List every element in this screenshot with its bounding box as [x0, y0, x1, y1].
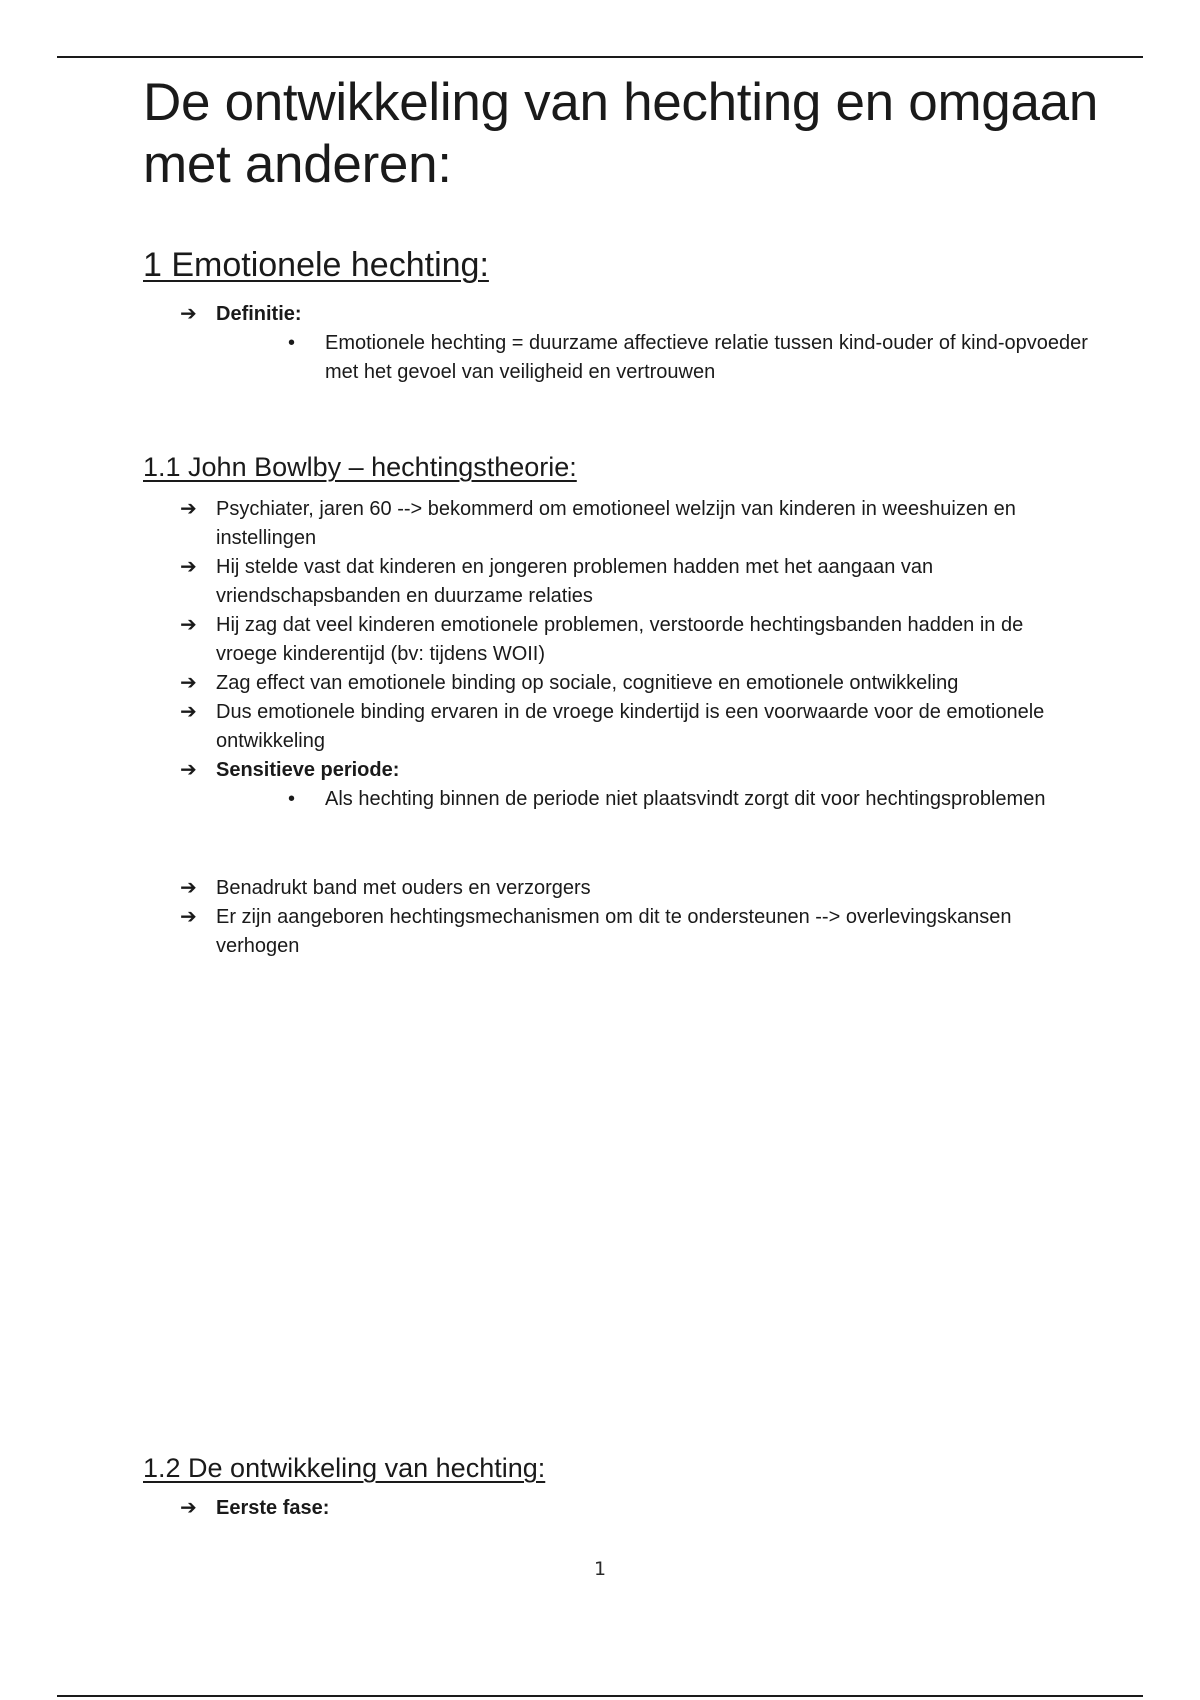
sensitive-period-label: Sensitieve periode:: [216, 759, 400, 781]
list-item: [180, 495, 1080, 553]
section-1-1-heading: 1.1 John Bowlby – hechtingstheorie:: [143, 452, 577, 482]
list-item-text: Zag effect van emotionele binding op sociale, cognitieve en emotionele ontwikkeling: [216, 672, 959, 694]
list-item-text: Psychiater, jaren 60 --> bekommerd om emotioneel welzijn van kinderen in weeshuizen en instellingen: [216, 498, 1016, 549]
list-item: [180, 553, 1080, 611]
definition-label: Definitie:: [216, 303, 302, 325]
bowlby-list-continued: [180, 874, 1080, 961]
list-item-text: Hij zag dat veel kinderen emotionele problemen, verstoorde hechtingsbanden hadden in de vroege kinderentijd (bv: tijdens WOII): [216, 614, 1024, 665]
list-item: [180, 300, 1088, 387]
list-item-text: Dus emotionele binding ervaren in de vroege kindertijd is een voorwaarde voor de emotionele ontwikkeling: [216, 701, 1045, 752]
arrow-icon: ➔: [180, 1497, 197, 1519]
bowlby-list: [180, 495, 1080, 814]
arrow-icon: ➔: [180, 498, 197, 520]
sensitive-sublist: [216, 785, 1080, 814]
list-item-text: Hij stelde vast dat kinderen en jongeren problemen hadden met het aangaan van vriendschapsbanden en duurzame relaties: [216, 556, 934, 607]
document-title: De ontwikkeling van hechting en omgaan met anderen:: [143, 73, 1098, 194]
list-item: [180, 756, 1080, 814]
page-number: 1: [593, 1558, 607, 1580]
list-item: [180, 1494, 1080, 1523]
arrow-icon: ➔: [180, 759, 197, 781]
definition-list: [180, 300, 1088, 387]
list-item: [180, 903, 1080, 961]
definition-sublist: [216, 329, 1088, 387]
arrow-icon: ➔: [180, 701, 197, 723]
section-1-heading: 1 Emotionele hechting:: [143, 246, 489, 284]
top-rule: [57, 56, 1143, 58]
phase-list: [180, 1494, 1080, 1523]
list-item: [180, 698, 1080, 756]
list-item: [216, 785, 1125, 814]
section-1-2-heading: 1.2 De ontwikkeling van hechting:: [143, 1453, 546, 1483]
arrow-icon: ➔: [180, 303, 197, 325]
definition-text: Emotionele hechting = duurzame affectieve relatie tussen kind-ouder of kind-opvoeder met het gevoel van veiligheid en vertrouwen: [325, 332, 1088, 383]
list-item-text: Benadrukt band met ouders en verzorgers: [216, 877, 591, 899]
sensitive-period-text: Als hechting binnen de periode niet plaatsvindt zorgt dit voor hechtingsproblemen: [325, 788, 1046, 810]
arrow-icon: ➔: [180, 877, 197, 899]
list-item: [216, 329, 1125, 387]
bullet-icon: •: [288, 332, 296, 354]
list-item: [180, 669, 1080, 698]
arrow-icon: ➔: [180, 672, 197, 694]
arrow-icon: ➔: [180, 614, 197, 636]
list-item-text: Er zijn aangeboren hechtingsmechanismen om dit te ondersteunen --> overlevingskansen verhogen: [216, 906, 1012, 957]
list-item: [180, 611, 1080, 669]
first-phase-label: Eerste fase:: [216, 1497, 330, 1519]
arrow-icon: ➔: [180, 556, 197, 578]
bullet-icon: •: [288, 788, 296, 810]
arrow-icon: ➔: [180, 906, 197, 928]
list-item: [180, 874, 1080, 903]
bottom-rule: [57, 1695, 1143, 1697]
